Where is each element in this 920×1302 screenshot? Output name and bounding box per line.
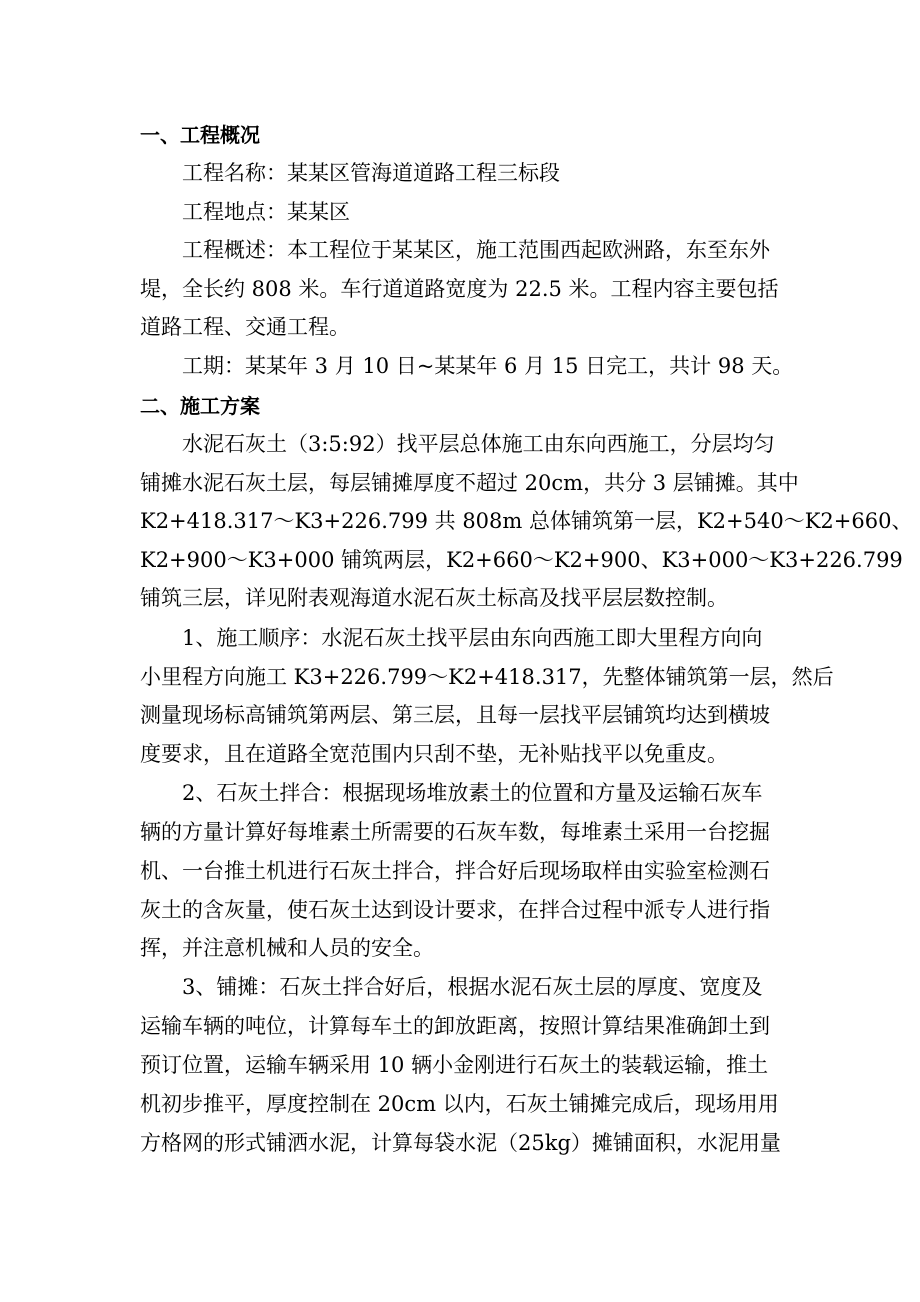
project-period-line: 工期：某某年 3 月 10 日~某某年 6 月 15 日完工，共计 98 天。	[182, 354, 794, 378]
section-heading-overview: 一、工程概况	[140, 123, 260, 147]
item3-spreading-line: 方格网的形式铺洒水泥，计算每袋水泥（25kg）摊铺面积，水泥用量	[140, 1131, 781, 1155]
project-name-line: 工程名称：某某区管海道道路工程三标段	[182, 161, 560, 185]
project-overview-line: 道路工程、交通工程。	[140, 315, 350, 339]
item3-spreading-line: 3、铺摊：石灰土拌合好后，根据水泥石灰土层的厚度、宽度及	[182, 975, 763, 999]
intro-paragraph-line: 水泥石灰土（3:5:92）找平层总体施工由东向西施工，分层均匀	[182, 432, 775, 456]
project-overview-line: 堤，全长约 808 米。车行道道路宽度为 22.5 米。工程内容主要包括	[140, 277, 779, 301]
item3-spreading-line: 运输车辆的吨位，计算每车土的卸放距离，按照计算结果准确卸土到	[140, 1014, 770, 1038]
item1-construction-sequence-line: 测量现场标高铺筑第两层、第三层，且每一层找平层铺筑均达到横坡	[140, 703, 770, 727]
item2-lime-soil-mixing-line: 灰土的含灰量，使石灰土达到设计要求，在拌合过程中派专人进行指	[140, 898, 770, 922]
section-heading-construction-plan: 二、施工方案	[140, 394, 260, 418]
item1-construction-sequence-line: 1、施工顺序：水泥石灰土找平层由东向西施工即大里程方向向	[182, 626, 763, 650]
intro-paragraph-line: 铺筑三层，详见附表观海道水泥石灰土标高及找平层层数控制。	[140, 586, 728, 610]
project-location-line: 工程地点：某某区	[182, 200, 350, 224]
intro-paragraph-line: K2+900～K3+000 铺筑两层，K2+660～K2+900、K3+000～K3+226.799	[140, 548, 903, 572]
item1-construction-sequence-line: 小里程方向施工 K3+226.799～K2+418.317，先整体铺筑第一层，然后	[140, 665, 834, 689]
item1-construction-sequence-line: 度要求，且在道路全宽范围内只刮不垫，无补贴找平以免重皮。	[140, 742, 728, 766]
project-overview-line: 工程概述：本工程位于某某区，施工范围西起欧洲路，东至东外	[182, 238, 770, 262]
item3-spreading-line: 预订位置，运输车辆采用 10 辆小金刚进行石灰土的装载运输，推土	[140, 1053, 769, 1077]
intro-paragraph-line: K2+418.317～K3+226.799 共 808m 总体铺筑第一层，K2+540～K2+660、	[140, 509, 913, 533]
item2-lime-soil-mixing-line: 2、石灰土拌合：根据现场堆放素土的位置和方量及运输石灰车	[182, 781, 763, 805]
intro-paragraph-line: 铺摊水泥石灰土层，每层铺摊厚度不超过 20cm，共分 3 层铺摊。其中	[140, 471, 799, 495]
item3-spreading-line: 机初步推平，厚度控制在 20cm 以内，石灰土铺摊完成后，现场用用	[140, 1092, 779, 1116]
item2-lime-soil-mixing-line: 挥，并注意机械和人员的安全。	[140, 936, 434, 960]
item2-lime-soil-mixing-line: 辆的方量计算好每堆素土所需要的石灰车数，每堆素土采用一台挖掘	[140, 820, 770, 844]
item2-lime-soil-mixing-line: 机、一台推土机进行石灰土拌合，拌合好后现场取样由实验室检测石	[140, 859, 770, 883]
